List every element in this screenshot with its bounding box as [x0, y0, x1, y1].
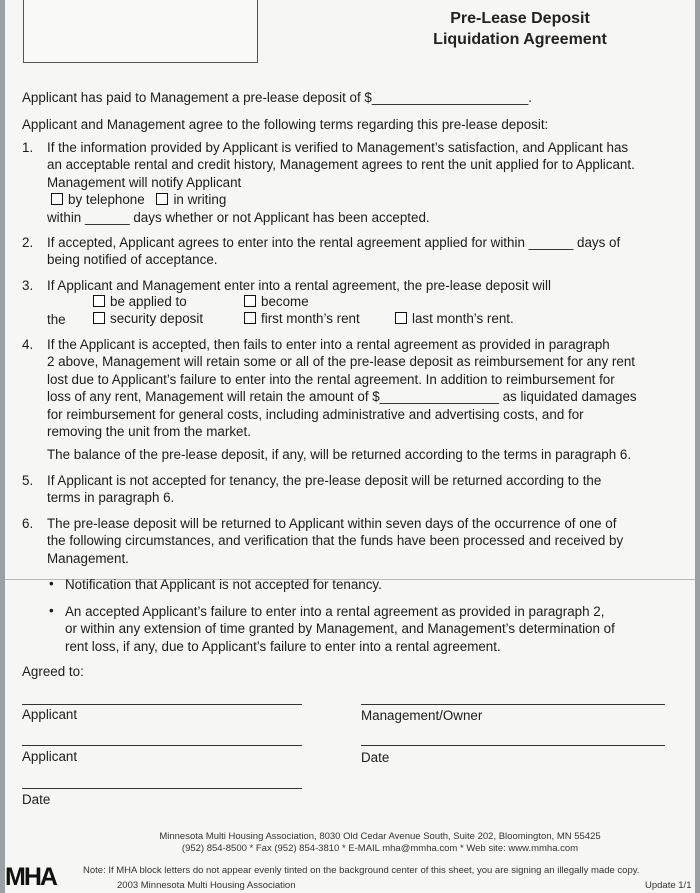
checkbox-last-months-rent[interactable]	[395, 312, 407, 324]
checkbox-by-telephone[interactable]	[51, 193, 63, 205]
bullet-dot-2: •	[49, 603, 54, 618]
item-5-line: If Applicant is not accepted for tenancy, the pre-lease deposit will be returned according to the	[47, 473, 602, 488]
date-label-2: Date	[361, 750, 390, 765]
footer-note: Note: If MHA block letters do not appear evenly tinted on the background center of this sheet, you are signing an illegally made copy.	[83, 865, 640, 876]
bullet-1: Notification that Applicant is not accepted for tenancy.	[65, 577, 382, 592]
bullet-2-line: An accepted Applicant’s failure to enter into a rental agreement as provided in paragraph 2,	[65, 604, 605, 619]
footer-copyright: 2003 Minnesota Multi Housing Association	[117, 880, 296, 891]
bullet-2-line: rent loss, if any, due to Applicant’s failure to enter into a rental agreement.	[65, 638, 501, 654]
mha-logo: MHA	[5, 863, 56, 891]
item-4-line: 2 above, Management will retain some or all of the pre-lease deposit as reimbursement for any rent	[47, 354, 635, 370]
item-2-line: being notified of acceptance.	[47, 252, 218, 268]
item-4-number: 4.	[22, 337, 34, 352]
item-5-number: 5.	[22, 473, 34, 488]
applicant-label-2: Applicant	[22, 749, 78, 764]
checkbox-row-1	[93, 293, 187, 310]
item-4-line: removing the unit from the market.	[47, 424, 251, 440]
item-4	[47, 336, 637, 440]
item-1-line: within ______ days whether or not Applicant has been accepted.	[47, 209, 430, 225]
stamp-box	[23, 0, 258, 63]
item-3-the: the	[47, 312, 66, 327]
option-in-writing: in writing	[173, 192, 227, 208]
option-become: become	[261, 294, 309, 309]
item-1-line: an acceptable rental and credit history, Management agrees to rent the unit applied for to Applicant.	[47, 157, 635, 173]
notify-options	[47, 191, 635, 208]
management-date-line[interactable]	[361, 745, 665, 746]
option-first-months-rent: first month’s rent	[261, 311, 360, 326]
checkbox-security-deposit[interactable]	[93, 312, 105, 324]
applicant-label-1: Applicant	[22, 707, 78, 722]
footer-update: Update 1/1	[645, 880, 692, 891]
date-label-1: Date	[22, 792, 51, 807]
item-2-number: 2.	[22, 235, 34, 250]
checkbox-be-applied[interactable]	[93, 295, 105, 307]
item-6-number: 6.	[22, 516, 34, 531]
item-4-line: loss of any rent, Management will retain the amount of $________________ as liquidated damages	[47, 389, 637, 405]
title-line-2: Liquidation Agreement	[433, 31, 607, 48]
option-by-telephone: by telephone	[68, 192, 145, 208]
item-1-number: 1.	[22, 140, 34, 155]
checkbox-first-months-rent[interactable]	[244, 312, 256, 324]
option-first-wrap	[244, 310, 360, 327]
checkbox-become[interactable]	[244, 295, 256, 307]
agreed-to-label: Agreed to:	[22, 664, 84, 679]
bullet-dot-1: •	[49, 576, 54, 591]
intro-agree: Applicant and Management agree to the following terms regarding this pre-lease deposit:	[22, 117, 549, 132]
intro-paid: Applicant has paid to Management a pre-lease deposit of $_____________________.	[22, 90, 532, 105]
checkbox-row-1b	[244, 293, 309, 310]
management-signature-line[interactable]	[361, 704, 665, 705]
option-security-deposit: security deposit	[110, 311, 204, 326]
checkbox-in-writing[interactable]	[156, 193, 168, 205]
applicant-signature-line-2[interactable]	[22, 745, 302, 746]
item-6-line: the following circumstances, and verification that the funds have been processed and received by	[47, 533, 624, 549]
title-line-1: Pre-Lease Deposit	[450, 10, 590, 27]
document-page	[5, 0, 695, 893]
item-4-line: for reimbursement for general costs, including administrative and advertising costs, and for	[47, 406, 584, 422]
applicant-date-line[interactable]	[22, 788, 302, 789]
item-6-line: Management.	[47, 550, 129, 566]
footer-address: Minnesota Multi Housing Association, 8030 Old Cedar Avenue South, Suite 202, Bloomington, MN 55425	[159, 831, 601, 842]
item-4-line: If the Applicant is accepted, then fails to enter into a rental agreement as provided in paragraph	[47, 337, 610, 352]
item-6	[47, 515, 623, 567]
bullet-2-line: or within any extension of time granted by Management, and Management’s determination of	[65, 621, 615, 637]
item-5-line: terms in paragraph 6.	[47, 490, 175, 506]
management-owner-label: Management/Owner	[361, 708, 483, 723]
item-1-line: Management will notify Applicant	[47, 174, 242, 190]
item-1	[47, 139, 635, 226]
item-5	[47, 472, 601, 507]
option-last-months-rent: last month’s rent.	[412, 311, 514, 326]
document-title	[405, 8, 635, 50]
applicant-signature-line-1[interactable]	[22, 704, 302, 705]
option-security-wrap	[93, 310, 203, 327]
bullet-2	[65, 603, 615, 655]
item-3-line: If Applicant and Management enter into a rental agreement, the pre-lease deposit will	[47, 278, 551, 293]
item-6-line: The pre-lease deposit will be returned to Applicant within seven days of the occurrence of one of	[47, 516, 617, 531]
item-4-line: lost due to Applicant’s failure to enter into the rental agreement. In addition to reimbursement for	[47, 371, 615, 387]
item-2	[47, 234, 620, 269]
item-1-line: If the information provided by Applicant is verified to Management’s satisfaction, and Applicant has	[47, 140, 629, 155]
item-3-number: 3.	[22, 278, 34, 293]
option-last-wrap	[395, 310, 514, 327]
item-4-balance: The balance of the pre-lease deposit, if any, will be returned according to the terms in paragraph 6.	[47, 447, 632, 462]
option-be-applied: be applied to	[110, 294, 187, 309]
footer-contact: (952) 854-8500 * Fax (952) 854-3810 * E-MAIL mha@mmha.com * Web site: www.mmha.com	[181, 843, 579, 854]
item-2-line: If accepted, Applicant agrees to enter into the rental agreement applied for within ______ days of	[47, 235, 621, 250]
